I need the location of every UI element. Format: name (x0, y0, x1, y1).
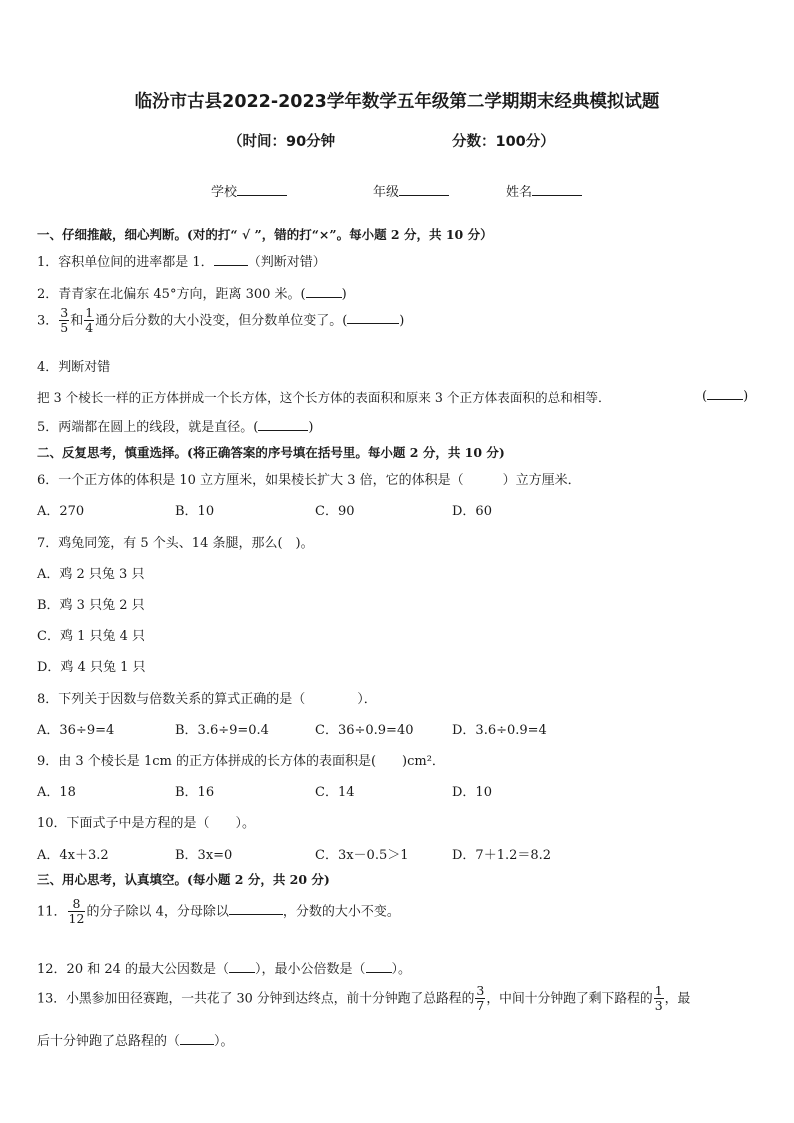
grade-label: 年级 (373, 185, 400, 200)
q3-f2-numerator: 1 (85, 305, 94, 320)
q8-option-b: B．3.6÷9=0.4 (175, 723, 269, 738)
q13-blank (180, 1032, 214, 1045)
name-blank (532, 182, 582, 196)
q13-f2-numerator: 1 (654, 983, 663, 998)
q3-fraction-2 (84, 306, 94, 336)
q1-suffix: （判断对错） (247, 255, 326, 270)
q11-suffix: ，分数的大小不变。 (282, 904, 400, 920)
q5-suffix: ) (308, 420, 314, 435)
question-4-label: 4．判断对错 (37, 360, 111, 375)
q9-option-c: C．14 (315, 785, 355, 800)
q12-part-a: 12．20 和 24 的最大公因数是（ (37, 962, 230, 977)
q13-fraction-1 (475, 984, 485, 1014)
q3-f1-denominator: 5 (60, 320, 69, 336)
q13-f1-numerator: 3 (476, 983, 485, 998)
exam-title: 临汾市古县2022-2023学年数学五年级第二学期期末经典模拟试题 (134, 92, 660, 112)
q13-part-c: ，最 (664, 991, 691, 1007)
question-11 (37, 897, 400, 927)
q10-option-d: D．7＋1.2＝8.2 (452, 848, 552, 863)
q3-fraction-1 (59, 306, 69, 336)
q3-mid: 和 (70, 313, 84, 329)
q13-part-a: 13．小黑参加田径赛跑，一共花了 30 分钟到达终点，前十分钟跑了总路程的 (37, 991, 475, 1007)
q8-option-d: D．3.6÷0.9=4 (452, 723, 547, 738)
q6-option-b: B．10 (175, 504, 215, 519)
q11-fraction (68, 897, 86, 927)
question-9: 9．由 3 个棱长是 1cm 的正方体拼成的长方体的表面积是( )cm²． (37, 754, 445, 769)
q10-option-b: B．3x=0 (175, 848, 233, 863)
school-label: 学校 (211, 185, 238, 200)
exam-score: 分数：100分） (452, 134, 555, 150)
question-13-line-2 (37, 1030, 234, 1049)
q6-option-d: D．60 (452, 504, 492, 519)
grade-field (373, 181, 449, 200)
question-4-answer (702, 387, 748, 404)
q13-f1-denominator: 7 (476, 998, 485, 1014)
q1-blank (214, 253, 248, 266)
name-field (506, 181, 582, 200)
q12-part-b: ），最小公倍数是（ (255, 962, 366, 977)
section-1-heading: 一、仔细推敲，细心判断。(对的打“ √ ”，错的打“×”。每小题 2 分，共 10 分） (37, 227, 493, 242)
q7-option-c: C．鸡 1 只兔 4 只 (37, 629, 146, 644)
grade-blank (399, 182, 449, 196)
q11-numerator: 8 (68, 897, 86, 912)
q7-option-b: B．鸡 3 只兔 2 只 (37, 598, 145, 613)
q13-part-b: ，中间十分钟跑了剩下路程的 (486, 991, 653, 1007)
exam-time: （时间：90分钟 (228, 134, 336, 150)
q3-text: 通分后分数的大小没变，但分数单位变了。( (95, 313, 348, 329)
question-10: 10．下面式子中是方程的是（ ）。 (37, 816, 256, 831)
section-2-heading: 二、反复思考，慎重选择。(将正确答案的序号填在括号里。每小题 2 分，共 10 分) (37, 445, 505, 460)
q3-suffix: ) (399, 313, 405, 329)
q9-option-d: D．10 (452, 785, 492, 800)
question-8: 8．下列关于因数与倍数关系的算式正确的是（ ）． (37, 692, 377, 707)
question-5 (37, 416, 313, 435)
q9-option-b: B．16 (175, 785, 215, 800)
q6-option-a: A．270 (37, 504, 85, 519)
question-2 (37, 283, 347, 302)
q8-option-c: C．36÷0.9=40 (315, 723, 414, 738)
q5-text: 5．两端都在圆上的线段，就是直径。( (37, 420, 259, 435)
q12-blank-2 (366, 960, 392, 973)
q10-option-c: C．3x－0.5＞1 (315, 848, 409, 863)
q3-f1-numerator: 3 (60, 305, 69, 320)
q13-f2-denominator: 3 (654, 998, 663, 1014)
q11-prefix: 11． (37, 904, 67, 920)
question-7: 7．鸡兔同笼，有 5 个头、14 条腿，那么( )。 (37, 536, 314, 551)
q3-blank (347, 311, 399, 324)
q11-text: 的分子除以 4，分母除以 (86, 904, 229, 920)
name-label: 姓名 (506, 185, 533, 200)
q7-option-d: D．鸡 4 只兔 1 只 (37, 660, 146, 675)
q4-paren-right: ) (743, 389, 749, 404)
school-field (211, 181, 287, 200)
q1-text: 1．容积单位间的进率都是 1． (37, 255, 214, 270)
q4-paren-left: ( (702, 389, 708, 404)
question-3 (37, 306, 404, 336)
q5-blank (258, 418, 308, 431)
question-1 (37, 251, 326, 270)
q3-prefix: 3． (37, 313, 59, 329)
q10-option-a: A．4x＋3.2 (37, 848, 109, 863)
question-13 (37, 984, 690, 1014)
q13-line2-text: 后十分钟跑了总路程的（ (37, 1034, 181, 1049)
q13-fraction-2 (654, 984, 664, 1014)
q6-option-c: C．90 (315, 504, 355, 519)
question-12 (37, 958, 411, 977)
q2-blank (306, 285, 342, 298)
question-6: 6．一个正方体的体积是 10 立方厘米，如果棱长扩大 3 倍，它的体积是（ ）立方厘米． (37, 473, 581, 488)
q11-denominator: 12 (68, 911, 85, 927)
q2-text: 2．青青家在北偏东 45°方向，距离 300 米。( (37, 287, 306, 302)
q9-option-a: A．18 (37, 785, 76, 800)
q7-option-a: A．鸡 2 只兔 3 只 (37, 567, 145, 582)
q11-blank (229, 902, 283, 915)
q4-blank (707, 387, 743, 400)
q3-f2-denominator: 4 (85, 320, 94, 336)
q8-option-a: A．36÷9=4 (37, 723, 115, 738)
q12-part-c: ）。 (391, 962, 412, 977)
q12-blank-1 (229, 960, 255, 973)
q2-suffix: ) (341, 287, 347, 302)
question-4-body: 把 3 个棱长一样的正方体拼成一个长方体，这个长方体的表面积和原来 3 个正方体表面积的总和相等． (37, 390, 611, 405)
section-3-heading: 三、用心思考，认真填空。(每小题 2 分，共 20 分) (37, 872, 330, 887)
school-blank (237, 182, 287, 196)
q13-line2-end: ）。 (214, 1034, 234, 1049)
